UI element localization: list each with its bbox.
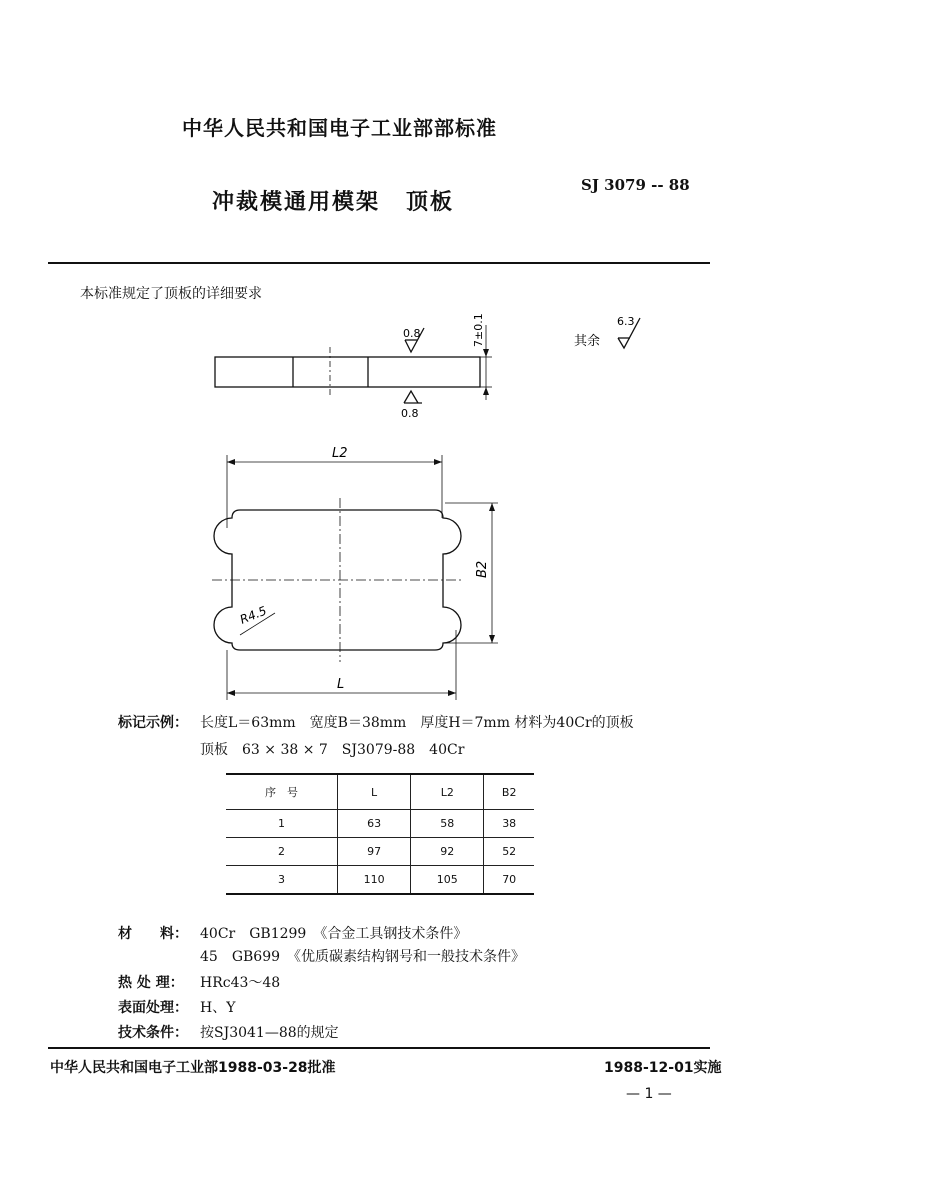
title-sub: 顶板 [406,190,455,215]
page-number: — 1 — [626,1086,672,1102]
dimension-l2: L2 [332,446,348,461]
technical-conditions-label: 技术条件： [118,1025,188,1041]
roughness-rest-label: 其余 [574,334,601,349]
table-cell: 97 [337,838,410,866]
thickness-tolerance: 7±0.1 [472,313,485,347]
material-line1: 40Cr GB1299 《合金工具钢技术条件》 [200,926,468,942]
table-row [226,866,534,895]
roughness-top-value: 0.8 [403,327,421,340]
table-cell: 3 [226,866,337,895]
table-row [226,838,534,866]
table-header-cell: L2 [411,774,484,810]
heat-treatment-label: 热 处 理： [118,975,184,991]
surface-treatment-label: 表面处理： [118,1000,188,1016]
table-cell: 2 [226,838,337,866]
table-cell: 70 [484,866,534,895]
technical-drawing [200,300,680,710]
title-main: 冲裁模通用模架 [212,190,381,215]
heat-treatment-value: HRc43～48 [200,975,281,991]
side-view-plate [215,357,480,387]
dimension-l: L [337,677,345,692]
issuing-organization: 中华人民共和国电子工业部部标准 [182,116,497,140]
table-header-cell: B2 [484,774,534,810]
dimension-b2: B2 [475,560,490,578]
material-label: 材 料： [118,926,188,942]
dimension-table [226,773,534,895]
corner-radius: R4.5 [237,603,269,627]
table-header-cell: L [337,774,410,810]
marking-example-line1: 长度L＝63mm 宽度B＝38mm 厚度H＝7mm 材料为40Cr的顶板 [200,715,634,731]
scope-statement: 本标准规定了顶板的详细要求 [80,286,262,302]
table-cell: 58 [411,810,484,838]
table-cell: 52 [484,838,534,866]
marking-example-label: 标记示例： [118,715,188,731]
effective-date: 1988-12-01实施 [604,1060,722,1076]
table-cell: 105 [411,866,484,895]
surface-treatment-value: H、Y [200,1000,236,1016]
roughness-rest-value: 6.3 [617,315,635,328]
marking-example-line2: 顶板 63 × 38 × 7 SJ3079-88 40Cr [200,742,465,758]
table-cell: 110 [337,866,410,895]
table-header-cell: 序 号 [226,774,337,810]
table-cell: 92 [411,838,484,866]
header-divider [48,262,710,264]
table-cell: 63 [337,810,410,838]
approval-date: 中华人民共和国电子工业部1988-03-28批准 [50,1060,336,1076]
table-cell: 38 [484,810,534,838]
standard-code: SJ 3079 -- 88 [581,176,690,194]
material-line2: 45 GB699 《优质碳素结构钢号和一般技术条件》 [200,949,526,965]
roughness-bottom-value: 0.8 [401,407,419,420]
document-title [212,185,454,216]
table-cell: 1 [226,810,337,838]
footer-divider [48,1047,710,1049]
table-header-row [226,774,534,810]
table-row [226,810,534,838]
technical-conditions-value: 按SJ3041—88的规定 [200,1025,339,1041]
